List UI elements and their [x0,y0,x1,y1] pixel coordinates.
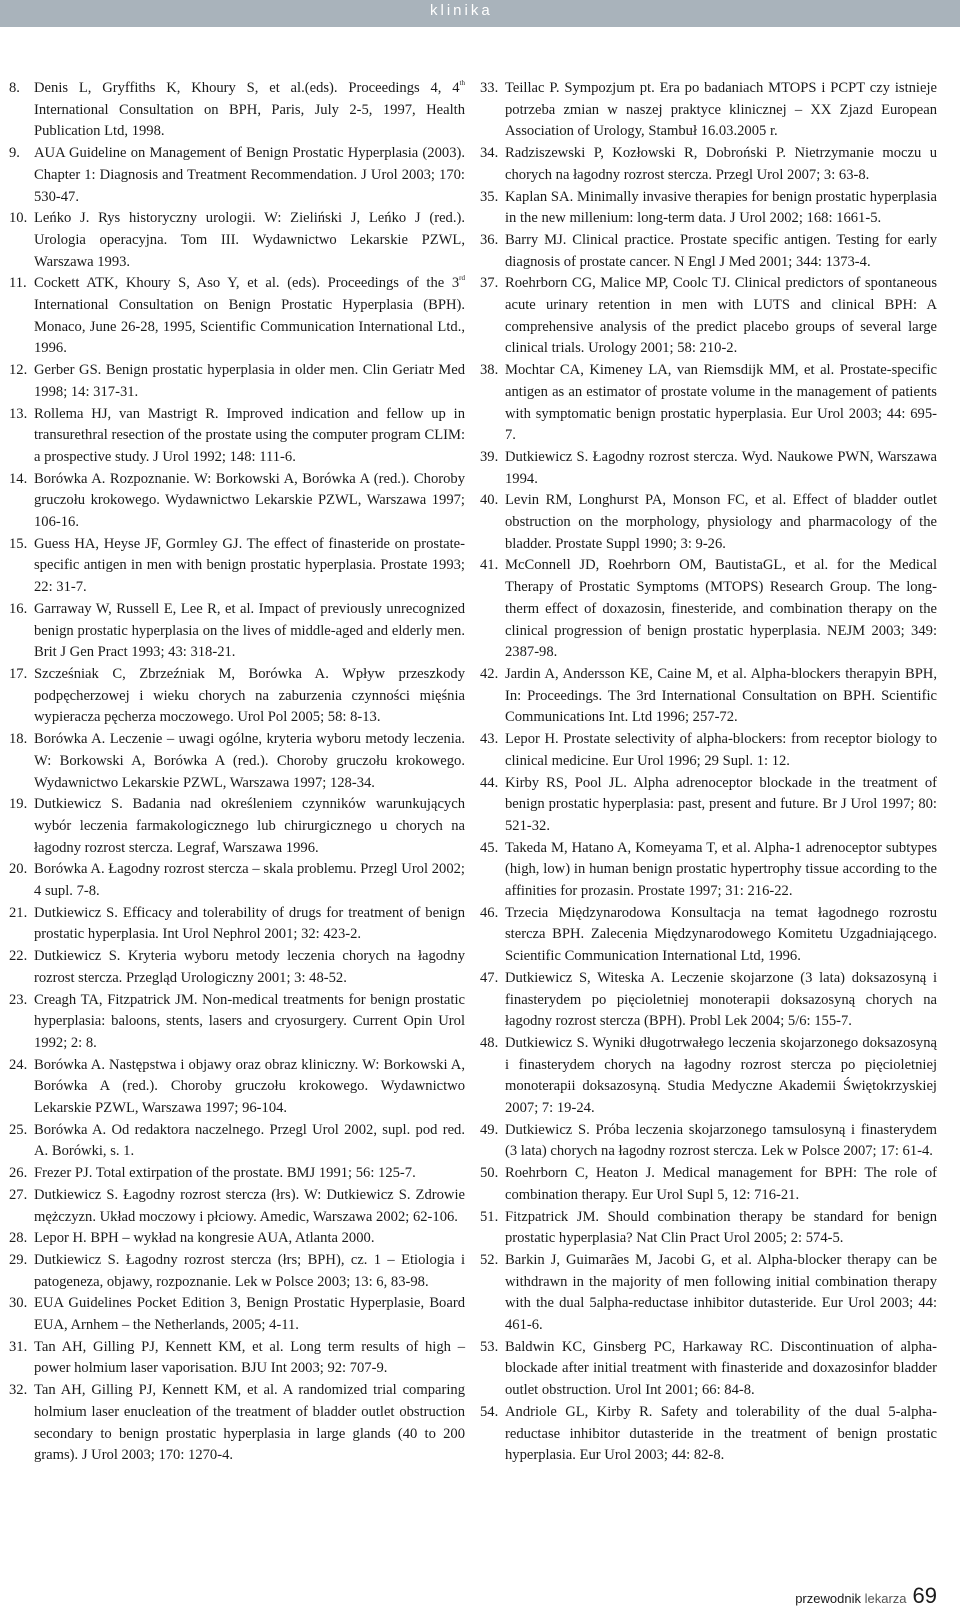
reference-number: 16. [9,600,28,617]
reference-number: 51. [480,1208,499,1225]
reference-item [480,664,937,729]
reference-number: 53. [480,1338,499,1355]
reference-citation: Garraway W, Russell E, Lee R, et al. Impact of previously unrecognized benign prostatic hyperplasia on the lives of middle-aged and elderly men. Brit J Gen Pract 1993; 43: 318-21. [34,600,465,661]
reference-text [505,664,937,729]
reference-citation: Dutkiewicz S. Wyniki długotrwałego leczenia skojarzonego doksazosyną i finasterydem chorych na łagodny rozrost stercza po pięcioletniej monoterapii doksazosyną. Studia Medyczne Akademii Świętokrzyskiej 2007; 7: 19-24. [505,1034,937,1117]
reference-citation: Teillac P. Sympozjum pt. Era po badaniach MTOPS i PCPT czy istnieje potrzeba zmian w naszej praktyce klinicznej – XX Zjazd European Association of Urology, Stambuł 16.03.2005 r. [505,80,937,140]
reference-number: 8. [9,80,20,96]
reference-citation: Tan AH, Gilling PJ, Kennett KM, et al. A randomized trial comparing holmium laser enucleation of the treatment of bladder outlet obstruction secondary to benign prostatic hyperplasia in large glands (40 to 200 grams). J Urol 2003; 170: 1270-4. [34,1382,465,1464]
reference-item [480,1250,937,1337]
reference-number: 46. [480,904,499,921]
reference-item [9,599,465,664]
reference-number: 41. [480,557,499,574]
reference-item [9,273,465,360]
reference-item [480,230,937,273]
reference-text [34,273,465,360]
reference-citation: Leńko J. Rys historyczny urologii. W: Zieliński J, Leńko J (red.). Urologia operacyjna. Tom III. Wydawnictwo Lekarskie PZWL, Warszawa 1993. [34,210,465,270]
reference-citation: Barkin J, Guimarães M, Jacobi G, et al. Alpha-blocker therapy can be withdrawn in the majority of men following initial combination therapy with the dual 5alpha-reductase inhibitor dutasteride. Eur Urol 2003; 44: 461-6. [505,1251,937,1334]
reference-number: 9. [9,145,20,162]
reference-item [9,1055,465,1120]
reference-item [9,469,465,534]
reference-citation: AUA Guideline on Management of Benign Prostatic Hyperplasia (2003). Chapter 1: Diagnosis and Treatment Recommendation. J Urol 2003; 170: 530-47. [34,145,465,205]
reference-item [480,555,937,664]
reference-citation: Dutkiewicz S. Badania nad określeniem czynników warunkujących wybór leczenia farmakologicznego lub chirurgicznego u chorych na łagodny rozrost stercza. Legraf, Warszawa 1996. [34,796,465,856]
reference-citation: Roehrborn CG, Malice MP, Coolc TJ. Clinical predictors of spontaneous acute urinary retention in men with LUTS and clinical BPH: A comprehensive analysis of the predict placebo groups of several large clinical trials. Urology 2001; 58: 210-2. [505,275,937,357]
reference-citation: Takeda M, Hatano A, Komeyama T, et al. Alpha-1 adrenoceptor subtypes (high, low) in human benign prostatic hypertrophy tissue according to the affinities for prozasin. Prostate 1997; 31: 216-22. [505,839,937,900]
reference-number: 50. [480,1165,499,1182]
reference-number: 40. [480,492,499,509]
reference-item [9,1185,465,1228]
reference-text [505,903,937,968]
reference-number: 33. [480,80,499,96]
reference-item [480,773,937,838]
ordinal-superscript: th [459,79,465,87]
reference-citation: Dutkiewicz S. Łagodny rozrost stercza. Wyd. Naukowe PWN, Warszawa 1994. [505,448,937,487]
reference-text [34,1380,465,1467]
reference-number: 44. [480,774,499,791]
reference-item [480,360,937,447]
reference-text [505,1207,937,1250]
reference-text [505,1250,937,1337]
reference-text [34,1185,465,1228]
reference-text [34,469,465,534]
references-column-left [9,78,465,1467]
reference-citation: Borówka A. Od redaktora naczelnego. Przegl Urol 2002, supl. pod red. A. Borówki, s. 1. [34,1121,465,1160]
reference-citation: Kirby RS, Pool JL. Alpha adrenoceptor blockade in the treatment of benign prostatic hyperplasia: past, present and future. Br J Urol 1997; 80: 521-32. [505,774,937,834]
reference-text [505,230,937,273]
reference-number: 36. [480,231,499,248]
reference-citation: Cockett ATK, Khoury S, Aso Y, et al. (eds). Proceedings of the 3 [34,275,460,292]
reference-number: 29. [9,1251,28,1268]
reference-item [480,187,937,230]
reference-item [9,1250,465,1293]
reference-text [34,143,465,208]
reference-number: 37. [480,275,499,292]
reference-citation: Jardin A, Andersson KE, Caine M, et al. Alpha-blockers therapyin BPH, In: Proceedings. The 3rd International Consultation on BPH. Scientific Communications Int. Ltd 1996; 257-72. [505,665,937,726]
reference-citation-continued: International Consultation on BPH, Paris, July 2-5, 1997, Health Publication Ltd, 1998. [34,101,465,140]
reference-item [480,1207,937,1250]
reference-item [480,1163,937,1206]
reference-number: 38. [480,362,499,379]
reference-text [34,903,465,946]
reference-number: 27. [9,1186,28,1203]
reference-citation: Gerber GS. Benign prostatic hyperplasia in older men. Clin Geriatr Med 1998; 14: 317-31. [34,362,465,400]
reference-text [34,404,465,469]
reference-number: 39. [480,448,499,465]
reference-number: 11. [9,275,27,292]
reference-number: 14. [9,470,28,487]
reference-text [505,729,937,772]
reference-number: 23. [9,991,28,1008]
reference-number: 49. [480,1121,499,1138]
reference-citation: Denis L, Gryffiths K, Khoury S, et al.(eds). Proceedings 4, 4 [34,80,460,96]
reference-citation: Creagh TA, Fitzpatrick JM. Non-medical treatments for benign prostatic hyperplasia: baloons, stents, lasers and cryosurgery. Current Opin Urol 1992; 2: 8. [34,991,465,1051]
reference-item [9,990,465,1055]
reference-text [34,990,465,1055]
reference-item [480,1033,937,1120]
reference-text [34,78,465,143]
reference-citation: Fitzpatrick JM. Should combination therapy be standard for benign prostatic hyperplasia? Nat Clin Pract Urol 2005; 2: 574-5. [505,1208,937,1247]
reference-text [505,273,937,360]
journal-name: przewodnik [795,1591,861,1606]
reference-text [34,599,465,664]
reference-number: 54. [480,1403,499,1420]
reference-text [505,187,937,230]
reference-number: 48. [480,1034,499,1051]
reference-citation: Baldwin KC, Ginsberg PC, Harkaway RC. Discontinuation of alpha-blockade after initial treatment with finasteride and doxazosinfor bladder outlet obstruction. Urol Int 2001; 66: 84-8. [505,1338,937,1399]
reference-text [34,794,465,859]
reference-citation: Lepor H. BPH – wykład na kongresie AUA, Atlanta 2000. [34,1230,375,1247]
reference-citation-continued: International Consultation on Benign Prostatic Hyperplasia (BPH). Monaco, June 26-28, 1995, Scientific Communication International Ltd., 1996. [34,297,465,357]
reference-citation: Tan AH, Gilling PJ, Kennett KM, et al. Long term results of high – power holmium laser vaporisation. BJU Int 2003; 92: 707-9. [34,1338,465,1377]
reference-text [34,1337,465,1380]
reference-number: 24. [9,1056,28,1073]
reference-text [505,1337,937,1402]
section-title: klinika [430,2,493,19]
reference-number: 18. [9,731,28,748]
reference-text [34,859,465,902]
reference-item [9,143,465,208]
reference-text [34,1163,465,1185]
reference-item [480,1402,937,1467]
reference-number: 42. [480,665,499,682]
reference-item [480,1337,937,1402]
reference-item [9,404,465,469]
reference-item [9,1120,465,1163]
reference-citation: McConnell JD, Roehrborn OM, BautistaGL, et al. for the Medical Therapy of Prostatic Symptoms (MTOPS) Research Group. The long-therm effect of doxazosin, finesteride, and combination therapy on the clinical progression of benign prostatic hyperplasia. NEJM 2003; 349: 2387-98. [505,557,937,661]
reference-item [9,534,465,599]
reference-item [9,946,465,989]
reference-number: 22. [9,948,28,965]
reference-text [34,534,465,599]
reference-number: 28. [9,1230,28,1247]
reference-number: 17. [9,665,28,682]
reference-citation: Dutkiewicz S. Efficacy and tolerability of drugs for treatment of benign prostatic hyperplasia. Int Urol Nephrol 2001; 32: 423-2. [34,904,465,943]
reference-citation: Borówka A. Następstwa i objawy oraz obraz kliniczny. W: Borkowski A, Borówka A (red.). Choroby gruczołu krokowego. Wydawnictwo Lekarskie PZWL, Warszawa 1997; 96-104. [34,1056,465,1117]
reference-text [505,78,937,143]
reference-text [505,1120,937,1163]
journal-name-suffix: lekarza [864,1591,907,1606]
reference-number: 43. [480,731,499,748]
reference-item [9,1228,465,1250]
reference-text [505,968,937,1033]
reference-text [505,555,937,664]
reference-item [9,859,465,902]
reference-item [9,1293,465,1336]
reference-item [480,78,937,143]
reference-number: 31. [9,1338,28,1355]
reference-number: 12. [9,362,28,379]
reference-citation: Borówka A. Leczenie – uwagi ogólne, kryteria wyboru metody leczenia. W: Borkowski A, Borówka A (red.). Choroby gruczołu krokowego. Wydawnictwo Lekarskie PZWL, Warszawa 1997; 128-34. [34,731,465,791]
reference-text [34,1055,465,1120]
reference-text [34,360,465,403]
reference-item [480,968,937,1033]
reference-item [480,729,937,772]
reference-citation: EUA Guidelines Pocket Edition 3, Benign Prostatic Hyperplasie, Board EUA, Arnhem – the Netherlands, 2005; 4-11. [34,1295,465,1334]
reference-text [505,360,937,447]
reference-number: 15. [9,535,28,552]
reference-number: 25. [9,1121,28,1138]
journal-logo [795,1591,906,1606]
reference-citation: Trzecia Międzynarodowa Konsultacja na temat łagodnego rozrostu stercza BPH. Zalecenia Międzynarodowego Komitetu Uzgadniającego. Scientific Communication International Ltd, 1996. [505,904,937,965]
reference-text [34,946,465,989]
reference-text [505,143,937,186]
reference-number: 45. [480,839,499,856]
reference-citation: Frezer PJ. Total extirpation of the prostate. BMJ 1991; 56: 125-7. [34,1165,416,1182]
reference-citation: Dutkiewicz S. Łagodny rozrost stercza (łrs). W: Dutkiewicz S. Zdrowie mężczyzn. Układ moczowy i płciowy. Amedic, Warszawa 2002; 62-106. [34,1186,465,1225]
reference-item [480,273,937,360]
reference-number: 32. [9,1382,28,1399]
reference-citation: Dutkiewicz S, Witeska A. Leczenie skojarzone (3 lata) doksazosyną i finasterydem po pięcioletniej monoterapii doksazosyną chorych na łagodny rozrost stercza (BPH). Probl Lek 2004; 5/6: 155-7. [505,969,937,1030]
reference-citation: Mochtar CA, Kimeney LA, van Riemsdijk MM, et al. Prostate-specific antigen as an estimator of prostate volume in the management of patients with symptomatic benign prostatic hyperplasia. Eur Urol 2003; 44: 695-7. [505,362,937,444]
reference-citation: Andriole GL, Kirby R. Safety and tolerability of the dual 5-alpha-reductase inhibitor dutasteride in the treatment of benign prostatic hyperplasia. Eur Urol 2003; 44: 82-8. [505,1403,937,1464]
reference-text [505,1163,937,1206]
reference-item [480,838,937,903]
page-footer [795,1583,937,1609]
reference-item [9,208,465,273]
reference-text [505,838,937,903]
reference-citation: Dutkiewicz S. Kryteria wyboru metody leczenia chorych na łagodny rozrost stercza. Przegląd Urologiczny 2001; 3: 48-52. [34,948,465,986]
reference-number: 13. [9,405,28,422]
reference-text [505,1033,937,1120]
reference-citation: Borówka A. Łagodny rozrost stercza – skala problemu. Przegl Urol 2002; 4 supl. 7-8. [34,861,465,900]
reference-text [505,773,937,838]
reference-number: 52. [480,1251,499,1268]
reference-citation: Szcześniak C, Zbrzeźniak M, Borówka A. Wpływ przeszkody podpęcherzowej i wieku chorych na zaburzenia czynności mięśnia wypieracza pęcherza moczowego. Urol Pol 2005; 58: 8-13. [34,665,465,726]
reference-number: 35. [480,188,499,205]
reference-citation: Kaplan SA. Minimally invasive therapies for benign prostatic hyperplasia in the new millenium: long-term data. J Urol 2002; 168: 1661-5. [505,188,937,227]
reference-item [9,794,465,859]
reference-item [480,903,937,968]
reference-item [9,1163,465,1185]
page-number: 69 [912,1583,937,1608]
reference-item [480,490,937,555]
reference-citation: Radziszewski P, Kozłowski R, Dobroński P. Nietrzymanie moczu u chorych na łagodny rozrost stercza. Przegl Urol 2007; 3: 63-8. [505,145,937,183]
reference-citation: Levin RM, Longhurst PA, Monson FC, et al. Effect of bladder outlet obstruction on the morphology, physiology and pharmacology of the bladder. Prostate Suppl 1990; 3: 9-26. [505,492,937,552]
reference-item [9,903,465,946]
reference-item [9,729,465,794]
reference-citation: Roehrborn C, Heaton J. Medical management for BPH: The role of combination therapy. Eur Urol Supl 5, 12: 716-21. [505,1165,937,1203]
reference-number: 30. [9,1295,28,1312]
reference-item [9,360,465,403]
ordinal-superscript: rd [459,274,465,283]
section-header-bar [0,0,960,27]
reference-citation: Guess HA, Heyse JF, Gormley GJ. The effect of finasteride on prostate-specific antigen in men with benign prostatic hyperplasia. Prostate 1993; 22: 31-7. [34,535,465,596]
reference-text [34,1250,465,1293]
reference-text [505,1402,937,1467]
reference-text [505,490,937,555]
reference-text [34,1228,465,1250]
reference-item [480,143,937,186]
reference-item [9,664,465,729]
reference-citation: Borówka A. Rozpoznanie. W: Borkowski A, Borówka A (red.). Choroby gruczołu krokowego. Wydawnictwo Lekarskie PZWL, Warszawa 1997; 106-16. [34,470,465,531]
reference-citation: Lepor H. Prostate selectivity of alpha-blockers: from receptor biology to clinical medicine. Eur Urol 1996; 29 Supl. 1: 12. [505,731,937,769]
reference-item [9,1337,465,1380]
reference-citation: Dutkiewicz S. Próba leczenia skojarzonego tamsulosyną i finasterydem (3 lata) chorych na łagodny rozrost stercza. Lek w Polsce 2007; 17: 61-4. [505,1121,937,1160]
reference-number: 20. [9,861,28,878]
reference-number: 34. [480,145,499,162]
reference-text [34,729,465,794]
reference-item [9,1380,465,1467]
reference-item [9,78,465,143]
reference-number: 19. [9,796,28,813]
reference-item [480,1120,937,1163]
reference-text [34,664,465,729]
reference-text [34,1120,465,1163]
reference-number: 10. [9,210,28,227]
reference-citation: Rollema HJ, van Mastrigt R. Improved indication and fellow up in transurethral resection of the prostate using the computer program CLIM: a prospective study. J Urol 1992; 148: 111-6. [34,405,465,465]
reference-citation: Barry MJ. Clinical practice. Prostate specific antigen. Testing for early diagnosis of prostate cancer. N Engl J Med 2001; 344: 1373-4. [505,231,937,270]
reference-number: 21. [9,904,28,921]
reference-text [34,1293,465,1336]
reference-item [480,447,937,490]
reference-text [34,208,465,273]
references-column-right [480,78,937,1467]
reference-text [505,447,937,490]
reference-citation: Dutkiewicz S. Łagodny rozrost stercza (łrs; BPH), cz. 1 – Etiologia i patogeneza, objawy, rozpoznanie. Lek w Polsce 2003; 13: 6, 83-98. [34,1251,465,1290]
reference-number: 26. [9,1165,28,1182]
reference-number: 47. [480,969,499,986]
